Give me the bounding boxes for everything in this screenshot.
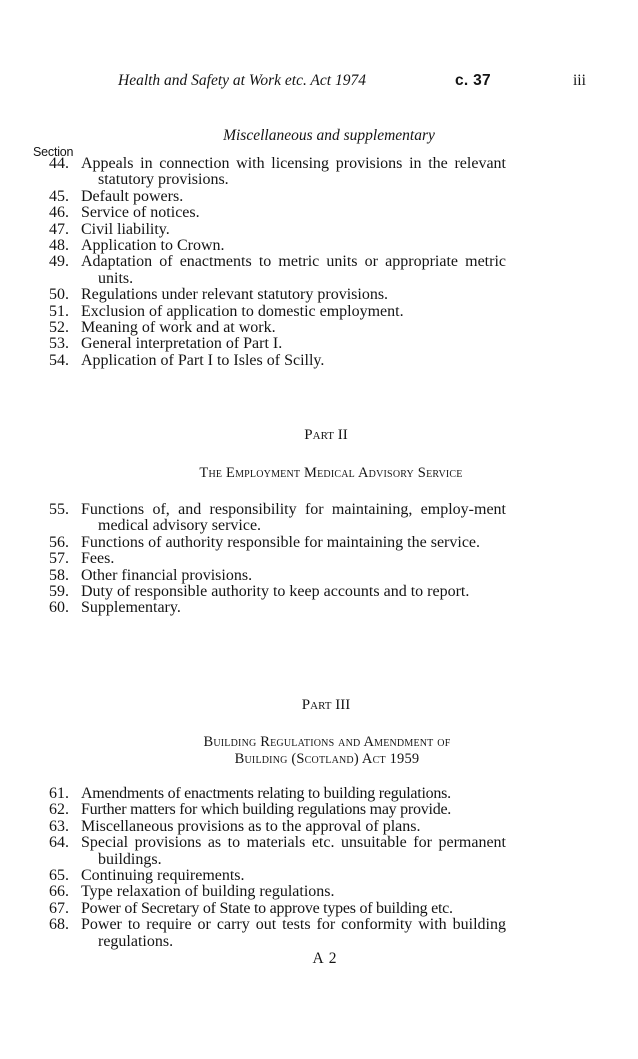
section-number: 63. [49, 817, 69, 835]
section-number: 52. [49, 319, 69, 337]
part-iii-title-line-2: Building (Scotland) Act 1959 [234, 751, 420, 767]
chapter-number: c. 37 [455, 72, 491, 89]
part-ii-title: The Employment Medical Advisory Service [199, 465, 463, 481]
contents-entry [0, 600, 638, 616]
contents-entry [0, 502, 638, 535]
section-number: 50. [49, 286, 69, 304]
section-number: 58. [49, 566, 69, 584]
contents-entry [0, 238, 638, 254]
section-title: Adaptation of enactments to metric units or appropriate metric units. [81, 253, 506, 287]
part-iii-title-line-1: Building Regulations and Amendment of [203, 734, 451, 750]
section-number: 67. [49, 899, 69, 917]
section-title: Exclusion of application to domestic employment. [81, 302, 404, 320]
section-title: Type relaxation of building regulations. [81, 883, 335, 901]
section-number: 53. [49, 335, 69, 353]
contents-list-part-iii [0, 786, 638, 950]
running-head [0, 72, 638, 94]
section-title: Application of Part I to Isles of Scilly. [81, 351, 325, 369]
contents-entry [0, 868, 638, 884]
part-ii-label: Part II [304, 427, 348, 443]
section-title: Power to require or carry out tests for conformity with building regulations. [81, 916, 506, 950]
part-iii-label: Part III [301, 697, 351, 713]
contents-entry [0, 568, 638, 584]
section-number: 55. [49, 501, 69, 518]
section-number: 59. [49, 583, 69, 601]
contents-entry [0, 901, 638, 917]
act-title: Health and Safety at Work etc. Act 1974 [118, 72, 366, 89]
contents-entry [0, 353, 638, 369]
contents-list-part-ii [0, 502, 638, 617]
section-title: Civil liability. [81, 220, 170, 238]
section-title: Miscellaneous provisions as to the approval of plans. [81, 817, 421, 835]
section-title: Continuing requirements. [81, 867, 245, 885]
section-title: Power of Secretary of State to approve types of building etc. [81, 899, 453, 917]
contents-list-miscellaneous [0, 156, 638, 369]
section-title: Special provisions as to materials etc. unsuitable for permanent buildings. [81, 834, 506, 868]
section-number: 65. [49, 867, 69, 885]
section-title: Amendments of enactments relating to building regulations. [81, 785, 451, 802]
section-title: Regulations under relevant statutory provisions. [81, 286, 389, 304]
section-column-label: Section [33, 145, 74, 159]
section-title: Functions of authority responsible for maintaining the service. [81, 533, 481, 551]
section-title: Other financial provisions. [81, 566, 253, 584]
section-number: 44. [49, 155, 69, 172]
contents-entry [0, 156, 638, 189]
contents-entry [0, 835, 638, 868]
contents-entry [0, 551, 638, 567]
contents-entry [0, 254, 638, 287]
signature-mark: A 2 [312, 950, 338, 967]
section-number: 47. [49, 220, 69, 238]
section-number: 46. [49, 204, 69, 222]
contents-entry [0, 304, 638, 320]
section-number: 64. [49, 834, 69, 852]
contents-entry [0, 917, 638, 950]
contents-entry [0, 819, 638, 835]
section-title: Fees. [81, 550, 115, 568]
section-number: 62. [49, 801, 69, 819]
section-title: Default powers. [81, 187, 184, 205]
contents-entry [0, 584, 638, 600]
section-number: 51. [49, 302, 69, 320]
contents-entry [0, 884, 638, 900]
section-title: Meaning of work and at work. [81, 319, 276, 337]
section-number: 56. [49, 533, 69, 551]
section-title: Supplementary. [81, 599, 181, 617]
section-number: 45. [49, 187, 69, 205]
section-title: Duty of responsible authority to keep accounts and to report. [81, 583, 470, 601]
section-title: Functions of, and responsibility for maintaining, employ-ment medical advisory service. [81, 501, 506, 535]
section-title: Application to Crown. [81, 237, 225, 255]
group-heading-miscellaneous: Miscellaneous and supplementary [223, 127, 435, 144]
section-title: Appeals in connection with licensing provisions in the relevant statutory provisions. [81, 155, 506, 189]
section-number: 57. [49, 550, 69, 568]
contents-entry [0, 320, 638, 336]
contents-entry [0, 336, 638, 352]
page-number: iii [573, 72, 586, 89]
section-title: Further matters for which building regulations may provide. [81, 801, 452, 819]
contents-entry [0, 786, 638, 802]
section-number: 68. [49, 916, 69, 934]
contents-entry [0, 802, 638, 818]
contents-entry [0, 205, 638, 221]
section-number: 49. [49, 253, 69, 271]
contents-entry [0, 222, 638, 238]
contents-entry [0, 189, 638, 205]
section-number: 54. [49, 351, 69, 369]
section-number: 60. [49, 599, 69, 617]
section-number: 48. [49, 237, 69, 255]
section-title: General interpretation of Part I. [81, 335, 283, 353]
contents-entry [0, 535, 638, 551]
section-number: 61. [49, 785, 69, 802]
section-title: Service of notices. [81, 204, 200, 222]
section-number: 66. [49, 883, 69, 901]
contents-entry [0, 287, 638, 303]
